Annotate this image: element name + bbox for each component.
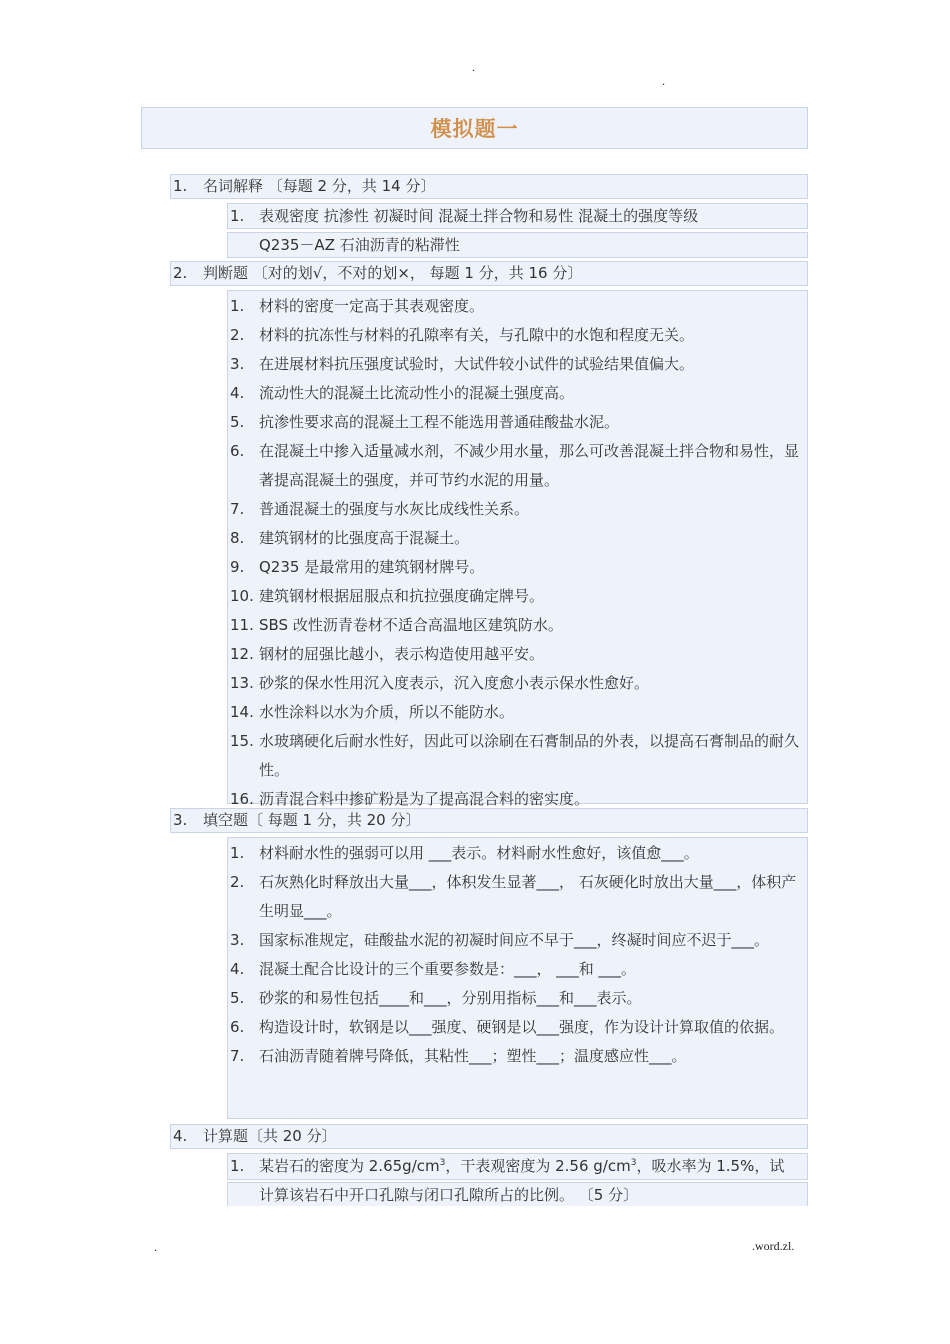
item-number: 6. [230,442,245,460]
item-number: 10. [230,587,254,605]
item-text: 沥青混合料中掺矿粉是为了提高混合料的密实度。 [259,790,590,808]
item-number: 4. [230,960,245,978]
item-text: 砂浆的保水性用沉入度表示，沉入度愈小表示保水性愈好。 [259,674,650,692]
item-text: 在进展材料抗压强度试验时，大试件较小试件的试验结果值偏大。 [259,355,695,373]
page-title: 模拟题一 [430,117,519,141]
list-item [228,204,807,228]
item-number: 1. [230,1157,245,1175]
list-item [228,727,807,785]
item-text: 抗渗性要求高的混凝土工程不能选用普通硅酸盐水泥。 [259,413,620,431]
list-item [228,495,807,524]
item-number: 3. [230,931,245,949]
item-number: 5. [230,989,245,1007]
list-item [228,524,807,553]
header-dot-right: . [662,74,665,88]
item-text: Q235 是最常用的建筑钢材牌号。 [259,558,485,576]
item-number: 1. [230,297,245,315]
header-dot-left: . [472,60,475,74]
item-text: Q235－AZ 石油沥青的粘滞性 [259,236,460,254]
item-text: 流动性大的混凝土比流动性小的混凝土强度高。 [259,384,575,402]
item-text: 混凝土配合比设计的三个重要参数是：___， ___和 ___。 [259,960,637,978]
list-item [228,839,807,868]
section-heading-text: 填空题〔 每题 1 分，共 20 分〕 [203,811,421,829]
superscript: 3 [630,1158,637,1168]
item-number: 6. [230,1018,245,1036]
list-item [228,321,807,350]
section-4-item-box-2 [227,1182,808,1206]
section-heading-2 [170,261,808,286]
list-item [228,984,807,1013]
section-4-item-box [227,1153,808,1180]
list-item [228,955,807,984]
item-text: 水性涂料以水为介质，所以不能防水。 [259,703,515,721]
list-item [228,233,807,257]
item-text: 普通混凝土的强度与水灰比成线性关系。 [259,500,530,518]
item-text: 钢材的屈强比越小，表示构造使用越平安。 [259,645,545,663]
item-text: 材料的密度一定高于其表观密度。 [259,297,485,315]
list-item [228,1013,807,1042]
title-box [141,107,808,149]
item-number: 12. [230,645,254,663]
list-item [228,926,807,955]
item-number: 1. [230,207,245,225]
item-number: 16. [230,790,254,808]
section-heading-4 [170,1124,808,1149]
section-1-item-box [227,203,808,229]
item-text-part: ，干表观密度为 2.56 g/cm [445,1157,631,1175]
item-text: 表观密度 抗渗性 初凝时间 混凝土拌合物和易性 混凝土的强度等级 [259,207,699,225]
item-number: 15. [230,732,254,750]
section-number: 1. [173,177,188,195]
list-item [228,1042,807,1071]
item-number: 9. [230,558,245,576]
list-item [228,640,807,669]
section-number: 2. [173,264,188,282]
item-text: 构造设计时，软钢是以___强度、硬钢是以___强度，作为设计计算取值的依据。 [259,1018,785,1036]
list-item [228,292,807,321]
section-number: 4. [173,1127,188,1145]
item-text: 建筑钢材根据屈服点和抗拉强度确定牌号。 [259,587,545,605]
section-1-item-box-2 [227,232,808,258]
item-number: 7. [230,1047,245,1065]
item-text: 石灰熟化时释放出大量___，体积发生显著___， 石灰硬化时放出大量___，体积产生明显___。 [259,873,797,920]
section-heading-text: 计算题〔共 20 分〕 [203,1127,337,1145]
list-item [228,582,807,611]
item-number: 7. [230,500,245,518]
list-item [228,437,807,495]
item-text: 砂浆的和易性包括____和___，分别用指标___和___表示。 [259,989,642,1007]
item-number: 11. [230,616,254,634]
item-text: 水玻璃硬化后耐水性好，因此可以涂刷在石膏制品的外表，以提高石膏制品的耐久性。 [259,732,800,779]
list-item [228,669,807,698]
item-number: 14. [230,703,254,721]
list-item [228,868,807,926]
item-number: 2. [230,873,245,891]
list-item [228,553,807,582]
section-heading-1 [170,174,808,199]
item-text-part: 某岩石的密度为 2.65g/cm [259,1157,440,1175]
item-text-part: ，吸水率为 1.5%，试 [636,1157,785,1175]
footer-dot-left: . [154,1240,157,1254]
footer-watermark: .word.zl. [752,1239,795,1253]
item-number: 3. [230,355,245,373]
item-number: 1. [230,844,245,862]
item-number: 5. [230,413,245,431]
section-2-item-box [227,290,808,808]
list-item [228,379,807,408]
item-number: 8. [230,529,245,547]
item-number: 2. [230,326,245,344]
item-text: 建筑钢材的比强度高于混凝土。 [259,529,470,547]
list-item [228,611,807,640]
item-text: 在混凝土中掺入适量减水剂，不减少用水量，那么可改善混凝土拌合物和易性，显著提高混凝土的强度，并可节约水泥的用量。 [259,442,800,489]
list-item [228,408,807,437]
item-text: SBS 改性沥青卷材不适合高温地区建筑防水。 [259,616,563,634]
list-item [228,350,807,379]
item-text: 国家标准规定，硅酸盐水泥的初凝时间应不早于___，终凝时间应不迟于___。 [259,931,770,949]
item-text: 材料耐水性的强弱可以用 ___表示。材料耐水性愈好，该值愈___。 [259,844,699,862]
section-heading-text: 判断题 〔对的划√，不对的划×， 每题 1 分，共 16 分〕 [203,264,583,282]
list-item [228,1183,807,1207]
section-number: 3. [173,811,188,829]
superscript: 3 [439,1158,446,1168]
list-item [228,1154,807,1179]
item-number: 13. [230,674,254,692]
section-heading-text: 名词解释 〔每题 2 分，共 14 分〕 [203,177,436,195]
item-number: 4. [230,384,245,402]
item-text: 石油沥青随着牌号降低，其粘性___；塑性___；温度感应性___。 [259,1047,687,1065]
list-item [228,698,807,727]
section-3-item-box [227,837,808,1119]
section-heading-3 [170,808,808,833]
item-text: 计算该岩石中开口孔隙与闭口孔隙所占的比例。 〔5 分〕 [259,1186,639,1204]
item-text: 材料的抗冻性与材料的孔隙率有关，与孔隙中的水饱和程度无关。 [259,326,695,344]
